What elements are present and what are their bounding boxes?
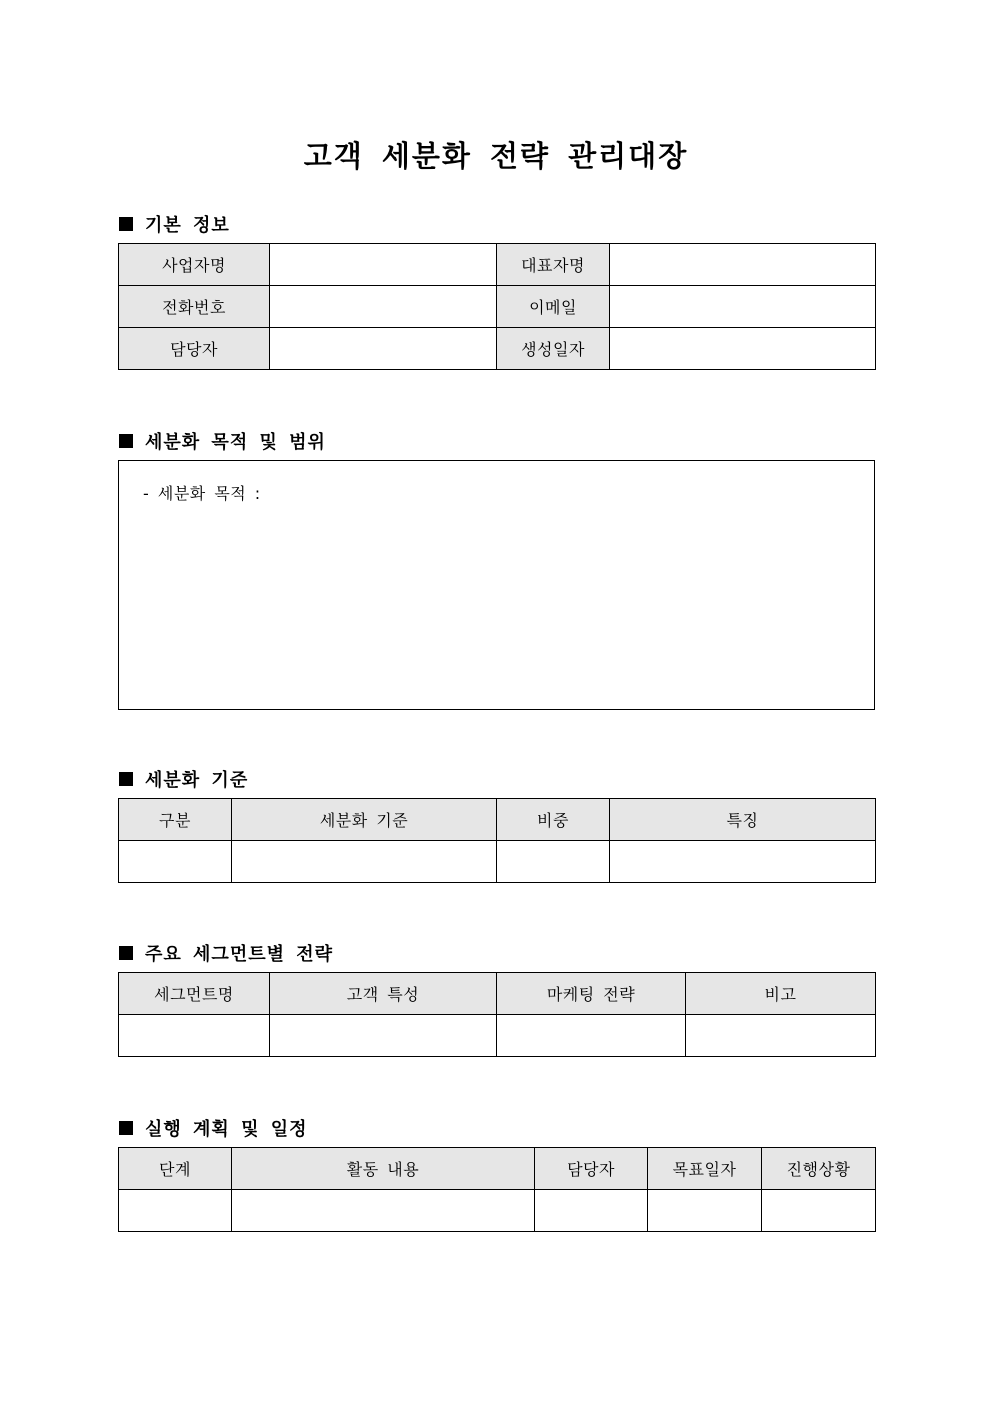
section-heading-criteria — [119, 766, 248, 792]
section-heading-label: 실행 계획 및 일정 — [145, 1119, 308, 1140]
table-row — [119, 286, 876, 328]
section-heading-label: 세분화 목적 및 범위 — [145, 432, 326, 453]
column-header: 구분 — [119, 799, 232, 841]
section-heading-label: 기본 정보 — [145, 215, 230, 236]
square-bullet-icon — [119, 434, 133, 448]
section-heading-purpose — [119, 428, 326, 454]
column-header: 비고 — [686, 973, 876, 1015]
created-date-field[interactable] — [610, 328, 876, 370]
table-cell[interactable] — [232, 1190, 535, 1232]
table-cell[interactable] — [610, 841, 876, 883]
plan-table — [118, 1147, 876, 1232]
table-row — [119, 841, 876, 883]
table-row — [119, 328, 876, 370]
table-row — [119, 244, 876, 286]
label-business-name: 사업자명 — [119, 244, 270, 286]
basic-info-table — [118, 243, 876, 370]
table-row — [119, 1015, 876, 1057]
criteria-table — [118, 798, 876, 883]
column-header: 비중 — [497, 799, 610, 841]
section-heading-basic-info — [119, 211, 230, 237]
email-field[interactable] — [610, 286, 876, 328]
table-cell[interactable] — [535, 1190, 648, 1232]
table-header-row — [119, 1148, 876, 1190]
column-header: 진행상황 — [762, 1148, 876, 1190]
label-email: 이메일 — [497, 286, 610, 328]
column-header: 활동 내용 — [232, 1148, 535, 1190]
table-cell[interactable] — [762, 1190, 876, 1232]
table-header-row — [119, 799, 876, 841]
table-cell[interactable] — [270, 1015, 497, 1057]
table-cell[interactable] — [119, 1190, 232, 1232]
phone-field[interactable] — [270, 286, 497, 328]
section-heading-label: 세분화 기준 — [145, 770, 249, 791]
manager-field[interactable] — [270, 328, 497, 370]
column-header: 담당자 — [535, 1148, 648, 1190]
table-cell[interactable] — [119, 841, 232, 883]
column-header: 세그먼트명 — [119, 973, 270, 1015]
square-bullet-icon — [119, 217, 133, 231]
section-heading-plan — [119, 1115, 308, 1141]
representative-field[interactable] — [610, 244, 876, 286]
table-cell[interactable] — [232, 841, 497, 883]
column-header: 세분화 기준 — [232, 799, 497, 841]
square-bullet-icon — [119, 772, 133, 786]
column-header: 목표일자 — [648, 1148, 762, 1190]
column-header: 특징 — [610, 799, 876, 841]
table-cell[interactable] — [119, 1015, 270, 1057]
purpose-text-area[interactable] — [118, 460, 875, 710]
table-cell[interactable] — [497, 841, 610, 883]
table-row — [119, 1190, 876, 1232]
page-title: 고객 세분화 전략 관리대장 — [303, 139, 689, 173]
column-header: 고객 특성 — [270, 973, 497, 1015]
label-manager: 담당자 — [119, 328, 270, 370]
table-cell[interactable] — [686, 1015, 876, 1057]
table-cell[interactable] — [648, 1190, 762, 1232]
square-bullet-icon — [119, 1121, 133, 1135]
label-created-date: 생성일자 — [497, 328, 610, 370]
table-header-row — [119, 973, 876, 1015]
label-representative: 대표자명 — [497, 244, 610, 286]
segments-table — [118, 972, 876, 1057]
square-bullet-icon — [119, 946, 133, 960]
column-header: 마케팅 전략 — [497, 973, 686, 1015]
column-header: 단계 — [119, 1148, 232, 1190]
purpose-line: - 세분화 목적 : — [143, 484, 261, 503]
section-heading-segments — [119, 940, 333, 966]
label-phone: 전화번호 — [119, 286, 270, 328]
business-name-field[interactable] — [270, 244, 497, 286]
table-cell[interactable] — [497, 1015, 686, 1057]
section-heading-label: 주요 세그먼트별 전략 — [145, 944, 334, 965]
